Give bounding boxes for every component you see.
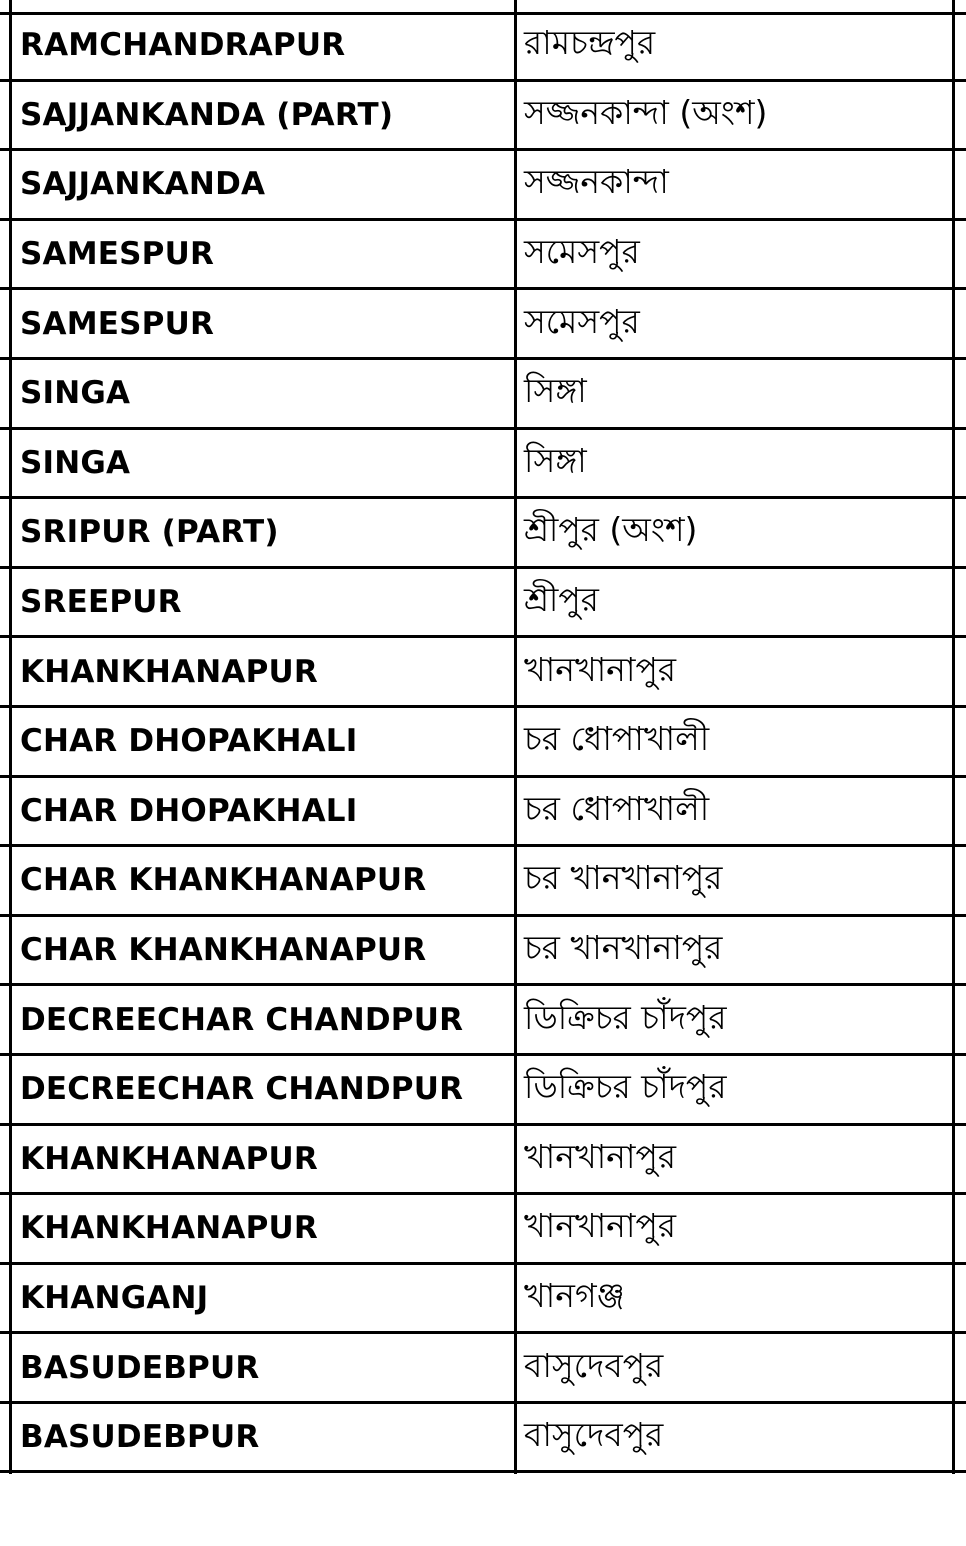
english-name-cell: SAJJANKANDA xyxy=(20,166,266,203)
table-row xyxy=(0,986,966,1056)
table-row xyxy=(0,917,966,987)
bengali-name-cell: সিঙ্গা xyxy=(524,371,587,411)
english-name-cell: KHANKHANAPUR xyxy=(20,1210,318,1247)
bengali-name-cell: বাসুদেবপুর xyxy=(524,1345,664,1385)
bengali-name-cell: ডিক্রিচর চাঁদপুর xyxy=(524,997,727,1037)
bengali-name-cell: শ্রীপুর (অংশ) xyxy=(524,510,698,550)
table-row xyxy=(0,778,966,848)
bengali-name-cell: খানখানাপুর xyxy=(524,649,676,689)
table-row xyxy=(0,221,966,291)
table-row xyxy=(0,708,966,778)
table-row xyxy=(0,430,966,500)
english-name-cell: SINGA xyxy=(20,375,131,412)
table-row xyxy=(0,1404,966,1474)
table-row xyxy=(0,151,966,221)
table-row xyxy=(0,499,966,569)
english-name-cell: SREEPUR xyxy=(20,584,182,621)
bengali-name-cell: খানগঞ্জ xyxy=(524,1275,625,1315)
english-name-cell: CHAR KHANKHANAPUR xyxy=(20,862,427,899)
column-divider xyxy=(514,0,517,1474)
bengali-name-cell: সমেসপুর xyxy=(524,301,640,341)
table-row xyxy=(0,569,966,639)
table-border-right xyxy=(952,0,955,1474)
english-name-cell: RAMCHANDRAPUR xyxy=(20,27,346,64)
bengali-name-cell: সজ্জনকান্দা xyxy=(524,162,669,202)
english-name-cell: DECREECHAR CHANDPUR xyxy=(20,1071,464,1108)
bengali-name-cell: শ্রীপুর xyxy=(524,580,599,620)
table-row xyxy=(0,638,966,708)
english-name-cell: KHANKHANAPUR xyxy=(20,1140,318,1177)
bengali-name-cell: খানখানাপুর xyxy=(524,1206,676,1246)
table-row xyxy=(0,12,966,82)
english-name-cell: SAMESPUR xyxy=(20,236,215,273)
table-row xyxy=(0,1334,966,1404)
english-name-cell: BASUDEBPUR xyxy=(20,1349,260,1386)
table-border-left xyxy=(9,0,12,1474)
bengali-name-cell: রামচন্দ্রপুর xyxy=(524,23,656,63)
bengali-name-cell: ডিক্রিচর চাঁদপুর xyxy=(524,1067,727,1107)
english-name-cell: SAMESPUR xyxy=(20,305,215,342)
english-name-cell: SAJJANKANDA (PART) xyxy=(20,96,394,133)
english-name-cell: KHANGANJ xyxy=(20,1279,209,1316)
english-name-cell: DECREECHAR CHANDPUR xyxy=(20,1001,464,1038)
english-name-cell: KHANKHANAPUR xyxy=(20,653,318,690)
bengali-name-cell: চর খানখানাপুর xyxy=(524,858,723,898)
english-name-cell: CHAR DHOPAKHALI xyxy=(20,792,358,829)
table-body xyxy=(0,12,966,1473)
table-row xyxy=(0,360,966,430)
english-name-cell: BASUDEBPUR xyxy=(20,1419,260,1456)
bengali-name-cell: সজ্জনকান্দা (অংশ) xyxy=(524,92,768,132)
table-row xyxy=(0,1265,966,1335)
bengali-name-cell: চর ধোপাখালী xyxy=(524,788,710,828)
table-row xyxy=(0,1056,966,1126)
english-name-cell: CHAR KHANKHANAPUR xyxy=(20,932,427,969)
bengali-name-cell: সিঙ্গা xyxy=(524,440,587,480)
bengali-name-cell: চর খানখানাপুর xyxy=(524,928,723,968)
english-name-cell: CHAR DHOPAKHALI xyxy=(20,723,358,760)
bengali-name-cell: চর ধোপাখালী xyxy=(524,719,710,759)
table-row xyxy=(0,82,966,152)
bengali-name-cell: খানখানাপুর xyxy=(524,1136,676,1176)
bengali-name-cell: সমেসপুর xyxy=(524,232,640,272)
table-row xyxy=(0,847,966,917)
table-row xyxy=(0,1126,966,1196)
table-row xyxy=(0,290,966,360)
bengali-name-cell: বাসুদেবপুর xyxy=(524,1415,664,1455)
table-row xyxy=(0,1195,966,1265)
english-name-cell: SRIPUR (PART) xyxy=(20,514,279,551)
english-name-cell: SINGA xyxy=(20,444,131,481)
